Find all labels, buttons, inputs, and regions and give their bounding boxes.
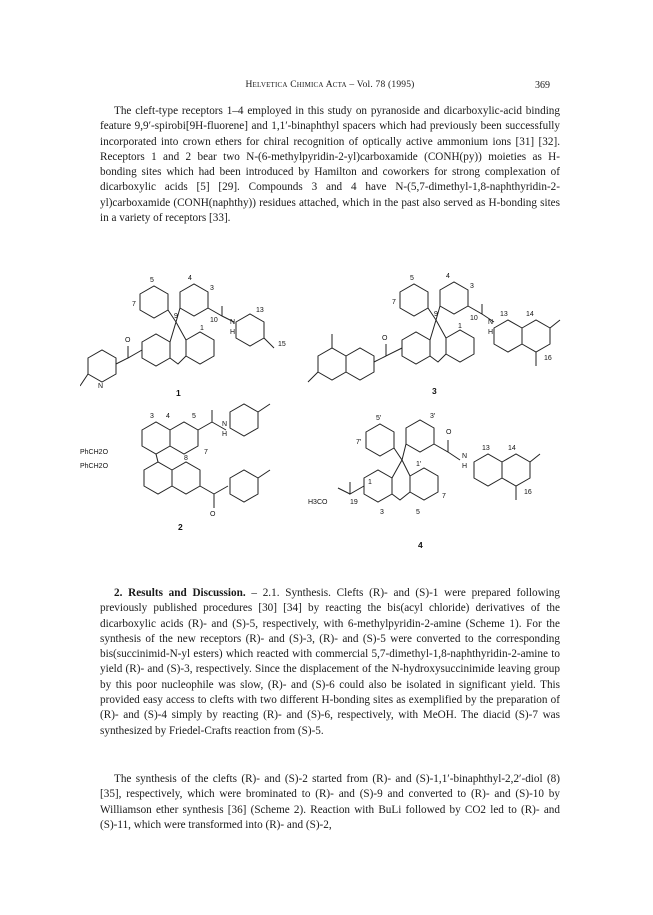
section-subheading: – 2.1. Synthesis.: [251, 587, 331, 599]
c1-label-15: 15: [278, 341, 286, 348]
c3-label-o: O: [382, 335, 388, 342]
compound-label-4: 4: [418, 540, 423, 550]
c1-label-5: 5: [150, 277, 154, 284]
results-paragraph: [100, 586, 560, 739]
c4-label-1p: 1′: [416, 461, 422, 468]
section-heading: 2. Results and Discussion.: [114, 587, 246, 599]
structure-2: [142, 404, 270, 508]
c4-label-13: 13: [482, 445, 490, 452]
structure-labels: [80, 273, 552, 550]
c1-label-9: 9: [174, 313, 178, 320]
c3-label-14: 14: [526, 311, 534, 318]
c1-label-h: H: [230, 329, 236, 336]
c3-label-13: 13: [500, 311, 508, 318]
c4-label-5: 5: [416, 509, 420, 516]
c2-label-4: 4: [166, 413, 170, 420]
compound-label-2: 2: [178, 522, 183, 532]
c4-label-7p: 7′: [356, 439, 362, 446]
c2-label-o: O: [210, 511, 216, 518]
c4-label-3: 3: [380, 509, 384, 516]
c3-label-5: 5: [410, 275, 414, 282]
results-body: Clefts (R)- and (S)-1 were prepared following previously published procedures [30] [34] by reacting the bis(acyl chloride) derivatives of the dicarboxylic acids (R)- and (S)-5, respectively, with 6-methylpyridin-2-amine (Scheme 1). For the synthesis of the new receptors (R)- and (S)-3, (R)- and (S)-5 were converted to the corresponding bis(succinimid-N-yl esters) which reacted with commercial 5,7-dimethyl-1,8-naphthyridin-2-amine to yield (R)- and (S)-3, respectively. Since the displacement of the N-hydroxysuccinimide leaving group by this poor nucleophile was slow, (R)- and (S)-6 could also be isolated in significant yield. This provided easy access to clefts with two different H-bonding sites as exemplified by the preparation of (R)- and (S)-4 simply by reacting (R)- and (S)-6, respectively, with MeOH. The diacid (S)-7 was synthesized by Friedel-Crafts reaction from (S)-5.: [100, 587, 560, 737]
c2-label-phch2o-2: PhCH2O: [80, 463, 109, 470]
c3-label-10: 10: [470, 315, 478, 322]
c3-label-1: 1: [458, 323, 462, 330]
c2-label-n: N: [222, 421, 228, 428]
c2-label-5: 5: [192, 413, 196, 420]
c4-label-16: 16: [524, 489, 532, 496]
structure-3: [308, 282, 560, 382]
c2-label-7: 7: [204, 449, 208, 456]
c1-label-3: 3: [210, 285, 214, 292]
journal-name: Helvetica Chimica Acta: [245, 80, 347, 90]
c2-label-3: 3: [150, 413, 154, 420]
c3-label-16: 16: [544, 355, 552, 362]
synthesis-paragraph: The synthesis of the clefts (R)- and (S)-2 started from (R)- and (S)-1,1′-binaphthyl-2,2′-diol (8) [35], respectively, which were brominated to (R)- and (S)-9 and converted to (R)- and (S)-10 by Williamson ether synthesis [36] (Scheme 2). Reaction with BuLi followed by CO2 led to (R)- and (S)-11, which were transformed into (R)- and (S)-2,: [100, 773, 560, 831]
compound-label-1: 1: [176, 388, 181, 398]
c3-label-9: 9: [434, 311, 438, 318]
structures-svg: [80, 262, 580, 567]
structure-4: [338, 420, 540, 502]
c1-label-7: 7: [132, 301, 136, 308]
structures-figure: [80, 262, 580, 567]
c4-label-1: 1: [368, 479, 372, 486]
c4-label-o: O: [446, 429, 452, 436]
intro-paragraph: The cleft-type receptors 1–4 employed in this study on pyranoside and dicarboxylic-acid binding feature 9,9′-spirobi[9H-fluorene] and 1,1′-binaphthyl spacers which had previously been successfully incorporated into crown ethers for chiral recognition of optically active ammonium ions [31] [32]. Receptors 1 and 2 bear two N-(6-methylpyridin-2-yl)carboxamide (CONH(py)) moieties as H-bonding sites which had been introduced by Hamilton and coworkers for strong complexation of dicarboxylic acids [5] [29]. Compounds 3 and 4 have N-(5,7-dimethyl-1,8-naphthyridin-2-yl)carboxamide (CONH(naphthy)) residues attached, which in the past also served as H-bonding sites in a variety of receptors [33].: [100, 105, 560, 225]
c1-label-10: 10: [210, 317, 218, 324]
c4-label-h: H: [462, 463, 468, 470]
c1-label-4: 4: [188, 275, 192, 282]
c2-label-h: H: [222, 431, 228, 438]
c2-label-phch2o-1: PhCH2O: [80, 449, 109, 456]
c4-label-3p: 3′: [430, 413, 436, 420]
c1-label-o: O: [125, 337, 131, 344]
c1-label-13: 13: [256, 307, 264, 314]
c1-label-n2: N: [98, 383, 104, 390]
page-number: 369: [535, 80, 550, 91]
c4-label-h3co: H3CO: [308, 499, 328, 506]
c1-label-1: 1: [200, 325, 204, 332]
c4-label-n: N: [462, 453, 468, 460]
journal-volume: – Vol. 78 (1995): [349, 80, 415, 90]
c2-label-8: 8: [184, 455, 188, 462]
c4-label-19: 19: [350, 499, 358, 506]
compound-label-3: 3: [432, 386, 437, 396]
c1-label-n: N: [230, 319, 236, 326]
c4-label-14: 14: [508, 445, 516, 452]
c4-label-7: 7: [442, 493, 446, 500]
running-header: [100, 80, 560, 90]
c3-label-3: 3: [470, 283, 474, 290]
c3-label-h: H: [488, 329, 494, 336]
c3-label-4: 4: [446, 273, 450, 280]
structure-1: [80, 284, 274, 386]
c4-label-5p: 5′: [376, 415, 382, 422]
c3-label-7: 7: [392, 299, 396, 306]
c3-label-n: N: [488, 319, 494, 326]
